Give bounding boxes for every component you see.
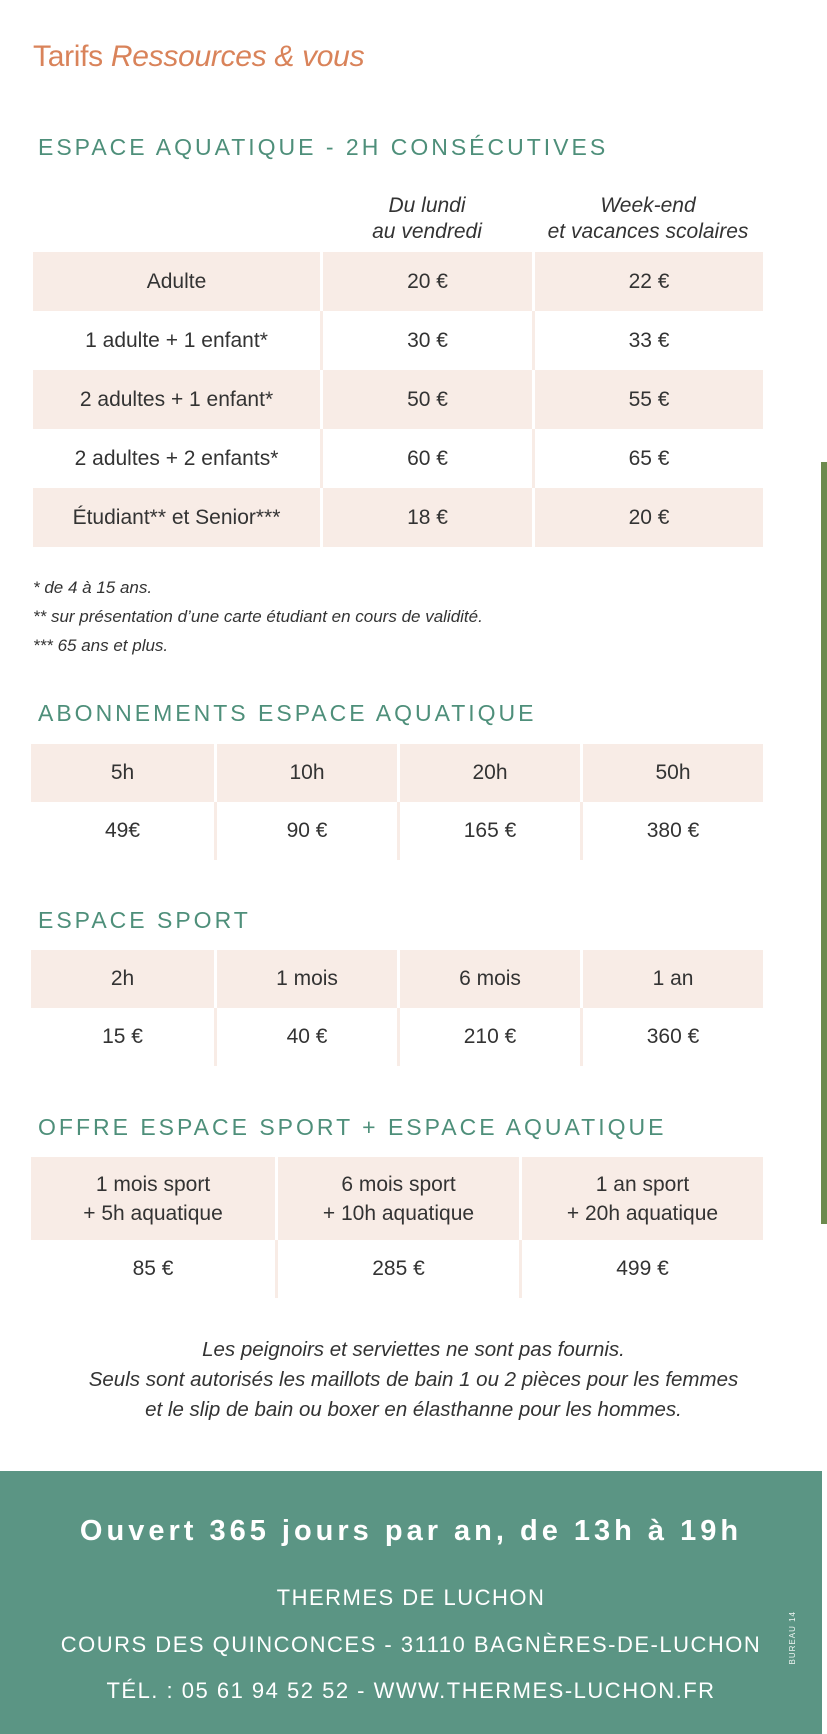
price-weekend: 20 €: [532, 488, 763, 547]
bottom-note-l2: Seuls sont autorisés les maillots de bain 1 ou 2 pièces pour les femmes: [88, 1368, 739, 1391]
price-cell: 15 €: [102, 1025, 143, 1048]
offre-table: [31, 1157, 763, 1298]
price-week: 60 €: [320, 429, 532, 488]
table-row: [31, 1240, 763, 1298]
row-label: Étudiant** et Senior***: [33, 488, 320, 547]
col-head-weekend: [530, 193, 766, 245]
col-head-weekdays: [350, 193, 504, 245]
table-row: [33, 252, 763, 311]
offer-line1: 1 an sport: [595, 1172, 690, 1196]
abonnements-table: [31, 744, 763, 860]
offer-line1: 1 mois sport: [95, 1172, 211, 1196]
table-row: [31, 744, 763, 802]
duration-cell: 2h: [31, 950, 214, 1008]
agency-credit: BUREAU 14: [788, 1611, 797, 1665]
table-row: [33, 488, 763, 547]
page-title: [33, 40, 364, 74]
sport-table: [31, 950, 763, 1066]
footnote-3: *** 65 ans et plus.: [33, 636, 169, 655]
price-cell: 210 €: [397, 1008, 580, 1066]
offer-line2: + 20h aquatique: [566, 1201, 719, 1225]
price-cell: 40 €: [214, 1008, 397, 1066]
price-cell: 49€: [104, 819, 141, 842]
sport-heading: ESPACE SPORT: [38, 907, 251, 933]
bottom-note-l1: Les peignoirs et serviettes ne sont pas fournis.: [202, 1338, 625, 1361]
aquatique-table: [33, 252, 763, 547]
table-row: [33, 370, 763, 429]
offer-cell: [31, 1157, 275, 1240]
price-weekend: 55 €: [532, 370, 763, 429]
duration-cell: 6 mois: [397, 950, 580, 1008]
opening-hours: Ouvert 365 jours par an, de 13h à 19h: [79, 1515, 743, 1547]
price-cell: 165 €: [397, 802, 580, 860]
table-row: [31, 1157, 763, 1240]
duration-cell: 20h: [397, 744, 580, 802]
price-weekend: 22 €: [532, 252, 763, 311]
footer-address: COURS DES QUINCONCES - 31110 BAGNÈRES-DE-LUCHON: [60, 1632, 762, 1657]
col-head-weekdays-l1: Du lundi: [388, 194, 466, 217]
table-row: [33, 429, 763, 488]
duration-cell: 1 mois: [214, 950, 397, 1008]
price-cell: 85 €: [132, 1257, 174, 1280]
row-label: Adulte: [33, 252, 320, 311]
price-weekend: 33 €: [532, 311, 763, 370]
duration-cell: 1 an: [580, 950, 763, 1008]
price-cell: 90 €: [214, 802, 397, 860]
offer-line2: + 10h aquatique: [322, 1201, 475, 1225]
footnote-1: * de 4 à 15 ans.: [33, 578, 153, 597]
duration-cell: 5h: [31, 744, 214, 802]
offer-line2: + 5h aquatique: [83, 1201, 223, 1225]
footer: [0, 1471, 822, 1734]
abonnements-heading: ABONNEMENTS ESPACE AQUATIQUE: [38, 700, 537, 726]
duration-cell: 50h: [580, 744, 763, 802]
price-week: 20 €: [320, 252, 532, 311]
offer-cell: [519, 1157, 763, 1240]
price-cell: 285 €: [275, 1240, 519, 1298]
footnote-2: ** sur présentation d’une carte étudiant en cours de validité.: [33, 607, 483, 626]
price-cell: 499 €: [519, 1240, 763, 1298]
price-week: 18 €: [320, 488, 532, 547]
bottom-note: [0, 1335, 827, 1425]
footer-name: THERMES DE LUCHON: [276, 1585, 546, 1610]
title-italic: Ressources & vous: [110, 40, 365, 73]
table-row: [31, 950, 763, 1008]
photo-edge: [821, 462, 827, 1224]
price-week: 50 €: [320, 370, 532, 429]
row-label: 2 adultes + 2 enfants*: [74, 446, 279, 470]
bottom-note-l3: et le slip de bain ou boxer en élasthanne pour les hommes.: [145, 1398, 682, 1421]
price-weekend: 65 €: [532, 429, 763, 488]
table-row: [31, 1008, 763, 1066]
price-cell: 360 €: [580, 1008, 763, 1066]
row-label: 2 adultes + 1 enfant*: [33, 370, 320, 429]
title-main: Tarifs: [33, 40, 111, 73]
aquatique-heading: ESPACE AQUATIQUE - 2H CONSÉCUTIVES: [38, 134, 609, 160]
offer-line1: 6 mois sport: [341, 1172, 456, 1196]
col-head-weekend-l2: et vacances scolaires: [547, 220, 749, 243]
duration-cell: 10h: [214, 744, 397, 802]
row-label: 1 adulte + 1 enfant*: [85, 328, 268, 352]
table-row: [33, 311, 763, 370]
price-week: 30 €: [320, 311, 532, 370]
offer-cell: [275, 1157, 519, 1240]
price-cell: 380 €: [580, 802, 763, 860]
footnotes: [33, 573, 483, 660]
footer-contact: TÉL. : 05 61 94 52 52 - WWW.THERMES-LUCHON.FR: [106, 1678, 716, 1703]
table-row: [31, 802, 763, 860]
col-head-weekend-l1: Week-end: [600, 194, 696, 217]
col-head-weekdays-l2: au vendredi: [372, 220, 482, 243]
offre-heading: OFFRE ESPACE SPORT + ESPACE AQUATIQUE: [38, 1114, 667, 1140]
